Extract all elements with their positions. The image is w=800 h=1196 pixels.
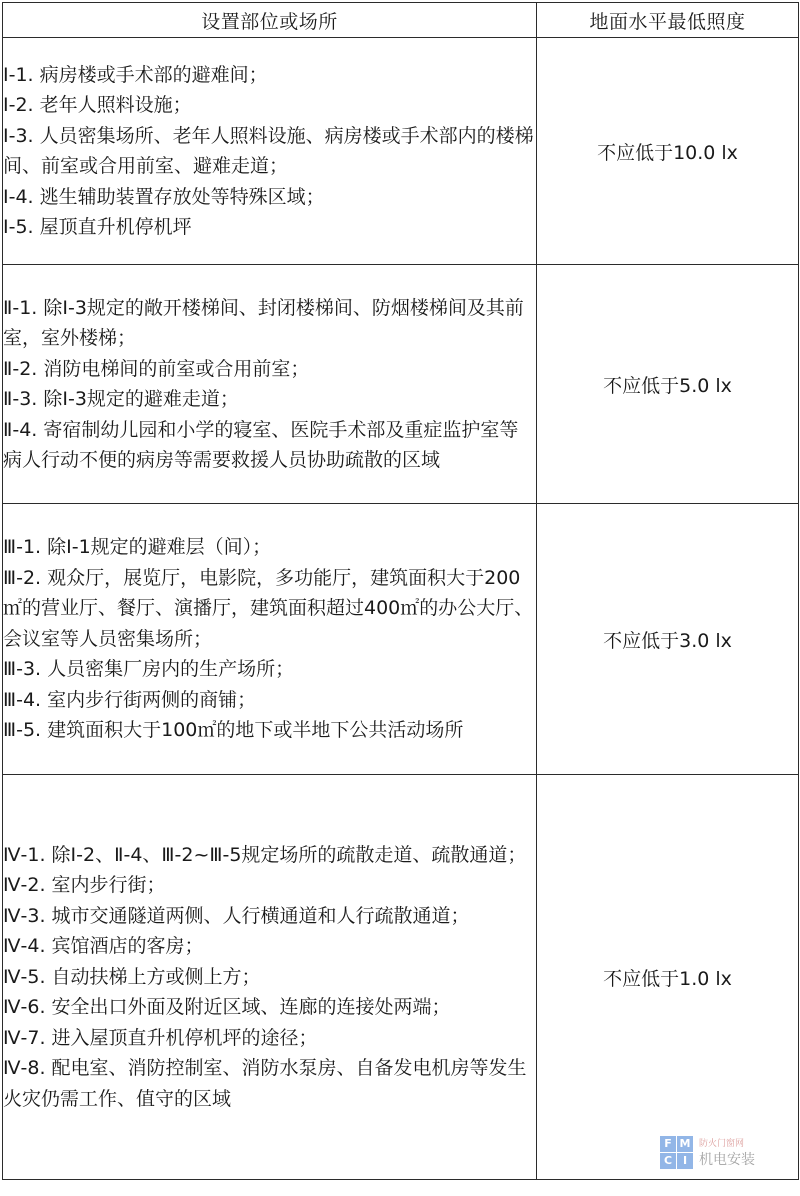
table-row [3,504,799,775]
location-line: Ⅰ-5. 屋顶直升机停机坪 [3,216,192,238]
table-row [3,38,799,265]
location-line: Ⅱ-2. 消防电梯间的前室或合用前室； [3,357,310,380]
table-row [3,265,799,504]
header-min-illuminance: 地面水平最低照度 [537,3,799,38]
logo-letter: M [677,1136,693,1152]
location-line: Ⅲ-4. 室内步行街两侧的商铺； [3,688,257,711]
watermark-text: 机电安装 [699,1152,755,1168]
illuminance-value: 不应低于1.0 lx [537,775,799,1180]
watermark [660,1130,790,1174]
location-line: Ⅰ-3. 人员密集场所、老年人照料设施、病房楼或手术部内的楼梯间、前室或合用前室、避难走道； [3,124,534,177]
illuminance-value: 不应低于3.0 lx [537,504,799,775]
location-line: Ⅱ-4. 寄宿制幼儿园和小学的寝室、医院手术部及重症监护室等病人行动不便的病房等需要救援人员协助疏散的区域 [3,418,519,471]
table-row [3,775,799,1180]
location-line: Ⅲ-5. 建筑面积大于100㎡的地下或半地下公共活动场所 [3,719,464,742]
watermark-logo [660,1136,693,1169]
watermark-label [699,1136,755,1168]
location-line: Ⅳ-8. 配电室、消防控制室、消防水泵房、自备发电机房等发生火灾仍需工作、值守的区域 [3,1057,527,1110]
logo-letter: F [660,1136,676,1152]
logo-letter: C [660,1153,676,1169]
location-cell [3,265,537,504]
location-line: Ⅲ-2. 观众厅，展览厅，电影院，多功能厅，建筑面积大于200㎡的营业厅、餐厅、演播厅，建筑面积超过400㎡的办公大厅、会议室等人员密集场所； [3,566,534,650]
location-line: Ⅳ-1. 除Ⅰ-2、Ⅱ-4、Ⅲ-2~Ⅲ-5规定场所的疏散走道、疏散通道； [3,843,527,866]
location-line: Ⅲ-1. 除Ⅰ-1规定的避难层（间）； [3,536,272,559]
location-line: Ⅳ-5. 自动扶梯上方或侧上方； [3,965,261,988]
location-line: Ⅰ-1. 病房楼或手术部的避难间； [3,63,268,86]
location-line: Ⅰ-2. 老年人照料设施； [3,94,192,116]
location-line: Ⅲ-3. 人员密集厂房内的生产场所； [3,658,295,681]
header-location: 设置部位或场所 [3,3,537,38]
location-line: Ⅳ-7. 进入屋顶直升机停机坪的途径； [3,1026,318,1049]
location-line: Ⅳ-6. 安全出口外面及附近区域、连廊的连接处两端； [3,996,451,1019]
illuminance-table [2,2,799,1180]
illuminance-value: 不应低于10.0 lx [537,38,799,265]
location-line: Ⅳ-3. 城市交通隧道两侧、人行横通道和人行疏散通道； [3,904,470,927]
location-line: Ⅰ-4. 逃生辅助装置存放处等特殊区域； [3,185,325,208]
location-cell [3,504,537,775]
location-line: Ⅳ-4. 宾馆酒店的客房； [3,935,204,958]
location-cell [3,38,537,265]
logo-letter: I [677,1153,693,1169]
location-line: Ⅱ-3. 除Ⅰ-3规定的避难走道； [3,388,239,410]
location-cell [3,775,537,1180]
watermark-sub: 防火门窗网 [699,1139,745,1149]
illuminance-value: 不应低于5.0 lx [537,265,799,504]
location-line: Ⅱ-1. 除Ⅰ-3规定的敞开楼梯间、封闭楼梯间、防烟楼梯间及其前室，室外楼梯； [3,296,524,349]
table-header-row [3,3,799,38]
location-line: Ⅳ-2. 室内步行街； [3,874,166,897]
